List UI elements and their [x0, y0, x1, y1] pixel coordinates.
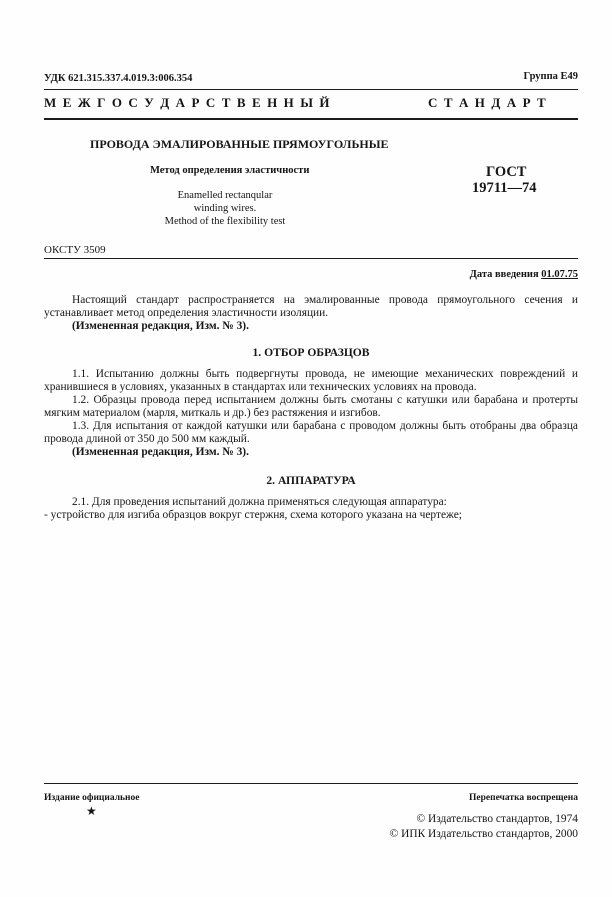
gost-number: 19711—74 — [472, 180, 537, 196]
copyright-2000: © ИПК Издательство стандартов, 2000 — [389, 828, 578, 840]
english-title-line-2: winding wires. — [193, 203, 257, 214]
intro-block — [44, 294, 578, 333]
english-title-line-3: Method of the flexibility test — [164, 216, 286, 227]
section-2-body — [44, 496, 578, 522]
clause-1-1: 1.1. Испытанию должны быть подвергнуты провода, не имеющие механических повреждений и хранившиеся в условиях, указанных в стандартах или технических условиях на провода. — [44, 368, 578, 393]
okstu-code: ОКСТУ 3509 — [44, 244, 106, 256]
clause-1-2: 1.2. Образцы провода перед испытанием должны быть смотаны с катушки или барабана и протерты мягким материалом (марля, миткаль и др.) без растяжения и изгибов. — [44, 394, 578, 419]
gost-label: ГОСТ — [486, 164, 527, 180]
star-icon: ★ — [86, 804, 97, 818]
section-1-body — [44, 368, 578, 459]
official-edition: Издание официальное — [44, 793, 140, 803]
header-bottom-rule — [44, 118, 578, 120]
udk-code: УДК 621.315.337.4.019.3:006.354 — [44, 73, 193, 84]
header-top-rule — [44, 89, 578, 90]
clause-2-1: 2.1. Для проведения испытаний должна применяться следующая аппаратура: — [72, 496, 447, 508]
section-1-heading: 1. ОТБОР ОБРАЗЦОВ — [252, 346, 370, 359]
banner-interstate: М Е Ж Г О С У Д А Р С Т В Е Н Н Ы Й — [44, 95, 332, 110]
english-title-line-1: Enamelled rectanqular — [177, 190, 273, 201]
document-title: ПРОВОДА ЭМАЛИРОВАННЫЕ ПРЯМОУГОЛЬНЫЕ — [90, 137, 389, 151]
section-1-amendment: (Измененная редакция, Изм. № 3). — [72, 446, 249, 458]
effective-date-label: Дата введения — [469, 269, 539, 280]
footer-rule — [44, 783, 578, 784]
banner-standard: С Т А Н Д А Р Т — [428, 95, 548, 110]
effective-date — [470, 268, 578, 281]
okstu-rule — [44, 258, 578, 259]
effective-date-value: 01.07.75 — [541, 269, 578, 280]
intro-paragraph: Настоящий стандарт распространяется на эмалированные провода прямоугольного сечения и устанавливает метод определения эластичности изоляции. — [44, 294, 578, 319]
clause-2-1-item: - устройство для изгиба образцов вокруг стержня, схема которого указана на чертеже; — [44, 509, 462, 521]
method-title: Метод определения эластичности — [150, 165, 310, 176]
copyright-1974: © Издательство стандартов, 1974 — [416, 813, 578, 825]
reprint-notice: Перепечатка воспрещена — [468, 793, 578, 803]
group-code: Группа Е49 — [523, 71, 578, 82]
clause-1-3: 1.3. Для испытания от каждой катушки или барабана с проводом должны быть отобраны два образца провода длиной от 350 до 500 мм каждый. — [44, 420, 578, 445]
intro-amendment: (Измененная редакция, Изм. № 3). — [72, 320, 249, 332]
section-2-heading: 2. АППАРАТУРА — [266, 474, 356, 487]
